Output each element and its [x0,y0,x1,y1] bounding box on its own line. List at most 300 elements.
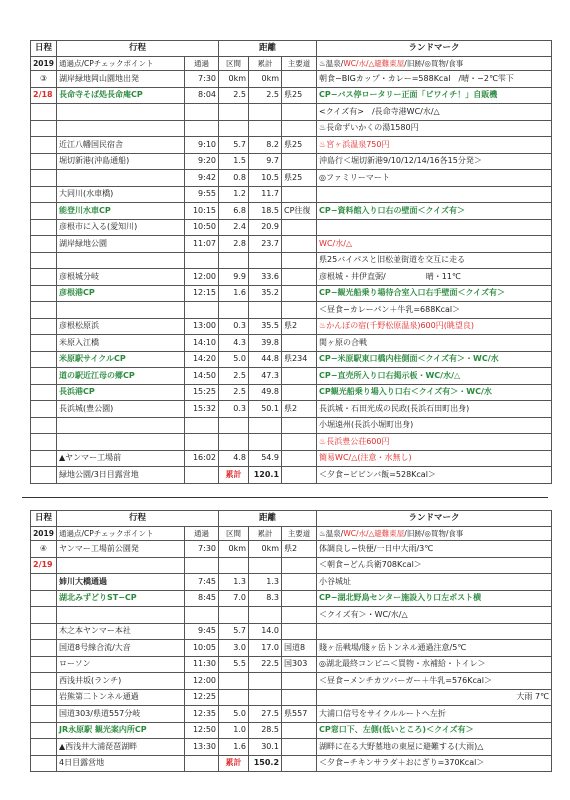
pass-time: 15:32 [185,401,219,418]
segment-km [219,302,249,319]
cumulative-km: 18.5 [249,203,282,220]
landmark-note [317,623,552,640]
place: 彦根市に入る(愛知川) [57,219,185,236]
pass-time: 16:02 [185,450,219,467]
year: 2019 [31,57,57,71]
main-road [282,335,317,352]
main-road [282,557,317,574]
day-cell [31,755,57,772]
itinerary-row [31,384,552,401]
main-road [282,590,317,607]
place: 国道303/県道557分岐 [57,706,185,723]
segment-km [219,120,249,137]
cumulative-km: 9.7 [249,153,282,170]
pass-time [185,252,219,269]
place: 緑地公園/3日目露営地 [57,467,185,484]
subheader-row [31,57,552,71]
day-cell [31,252,57,269]
place: 4日目露営地 [57,755,185,772]
segment-km: 累計 [219,467,249,484]
pass-time: 10:50 [185,219,219,236]
itinerary-row [31,153,552,170]
pass-time: 11:30 [185,656,219,673]
cumulative-km: 44.8 [249,351,282,368]
landmark-note: CP−直売所入り口右掲示板・WC/水/△ [317,368,552,385]
day-cell [31,450,57,467]
segment-km [219,673,249,690]
main-road: 県25 [282,87,317,104]
main-road: 県2 [282,318,317,335]
segment-km: 0km [219,541,249,558]
col-ruikei: 累計 [249,57,282,71]
pass-time: 9:10 [185,137,219,154]
pass-time: 14:20 [185,351,219,368]
segment-km: 0km [219,71,249,88]
day-date: 2/18 [31,87,57,104]
place: 彦根城分岐 [57,269,185,286]
place: ヤンマー工場前公園発 [57,541,185,558]
place: 道の駅近江母の郷CP [57,368,185,385]
cumulative-km [249,104,282,121]
place: 湖北みずどりST−CP [57,590,185,607]
cumulative-km: 39.8 [249,335,282,352]
pass-time [185,302,219,319]
main-road [282,450,317,467]
subheader-row [31,527,552,541]
segment-km: 2.5 [219,384,249,401]
main-road [282,104,317,121]
landmark-note: CP−湖北野鳥センター施設入り口左ポスト横 [317,590,552,607]
landmark-note: ♨かんぽの宿(千野松原温泉)600円(眺望良) [317,318,552,335]
landmark-note: ◎湖北最終コンビニ＜買物・水補給・トイレ＞ [317,656,552,673]
place: 岩熊第二トンネル通過 [57,689,185,706]
place: 彦根松原浜 [57,318,185,335]
day-cell: ④ [31,541,57,558]
day-cell [31,302,57,319]
section-divider [22,497,548,498]
itinerary-row [31,120,552,137]
main-road: 国303 [282,656,317,673]
segment-km: 7.0 [219,590,249,607]
landmark-note: CP窓口下、左側(低いところ)＜クイズ有＞ [317,722,552,739]
cumulative-km [249,434,282,451]
place: 堀切新港(沖島通船) [57,153,185,170]
main-road: 県557 [282,706,317,723]
day3-table [30,40,552,484]
day-cell [31,351,57,368]
col-kyori: 距離 [219,41,317,57]
itinerary-row [31,219,552,236]
pass-time: 7:45 [185,574,219,591]
itinerary-row [31,557,552,574]
segment-km: 3.0 [219,640,249,657]
landmark-note: 県25バイパスと旧松並街道を交互に走る [317,252,552,269]
day-cell [31,335,57,352]
main-road [282,607,317,624]
landmark-note: CP観光船乗り場入り口右＜クイズ有＞・WC/水 [317,384,552,401]
col-pass: 通過 [185,527,219,541]
place: JR永原駅 観光案内所CP [57,722,185,739]
day-cell [31,318,57,335]
segment-km: 1.6 [219,285,249,302]
col-ruikei: 累計 [249,527,282,541]
itinerary-row [31,673,552,690]
pass-time: 12:15 [185,285,219,302]
segment-km [219,557,249,574]
segment-km: 5.7 [219,623,249,640]
day4-table [30,510,552,772]
landmark-note: ♨宮ヶ浜温泉750円 [317,137,552,154]
col-road: 主要道 [282,527,317,541]
landmark-note: ＜クイズ有＞・WC/水/△ [317,607,552,624]
cumulative-km [249,557,282,574]
cumulative-km: 28.5 [249,722,282,739]
landmark-note: 小谷城址 [317,574,552,591]
cumulative-km [249,302,282,319]
segment-km: 5.0 [219,351,249,368]
place: 国道8号線合流/大音 [57,640,185,657]
itinerary-row [31,607,552,624]
main-road: 国道8 [282,640,317,657]
cumulative-km: 10.5 [249,170,282,187]
col-kukan: 区間 [219,527,249,541]
itinerary-row [31,417,552,434]
pass-time [185,557,219,574]
place: ローソン [57,656,185,673]
segment-km [219,104,249,121]
day-cell [31,722,57,739]
itinerary-row [31,87,552,104]
segment-km: 1.3 [219,574,249,591]
col-kukan: 区間 [219,57,249,71]
day-cell [31,236,57,253]
pass-time [185,120,219,137]
cumulative-km: 8.2 [249,137,282,154]
place [57,302,185,319]
place: 長命寺そば処長命庵CP [57,87,185,104]
landmark-note: CP−バス停ロータリー正面「ビワイチ！」自販機 [317,87,552,104]
pass-time: 8:04 [185,87,219,104]
itinerary-row [31,236,552,253]
segment-km: 累計 [219,755,249,772]
main-road [282,186,317,203]
landmark-note: ＜夕食−ビビンバ飯=528Kcal＞ [317,467,552,484]
pass-time: 14:50 [185,368,219,385]
cumulative-km [249,120,282,137]
segment-km: 1.5 [219,153,249,170]
itinerary-row [31,302,552,319]
legend [317,527,552,541]
landmark-note: ＜昼食−カレーパン＋牛乳=688Kcal＞ [317,302,552,319]
day-cell [31,434,57,451]
cumulative-km: 35.5 [249,318,282,335]
place: 長浜城(豊公園) [57,401,185,418]
landmark-note: 小堀遠州(長浜小堀町出身) [317,417,552,434]
segment-km: 2.5 [219,87,249,104]
place [57,104,185,121]
itinerary-row [31,689,552,706]
segment-km: 5.0 [219,706,249,723]
col-road: 主要道 [282,57,317,71]
day-cell [31,739,57,756]
segment-km: 0.8 [219,170,249,187]
day-cell: ③ [31,71,57,88]
pass-time: 12:35 [185,706,219,723]
segment-km: 2.4 [219,219,249,236]
landmark-note: <クイズ有> /長命寺港WC/水/△ [317,104,552,121]
place: 姉川大橋通過 [57,574,185,591]
pass-time [185,104,219,121]
cumulative-km: 150.2 [249,755,282,772]
main-road [282,623,317,640]
main-road [282,285,317,302]
segment-km [219,252,249,269]
place: 長浜港CP [57,384,185,401]
segment-km: 4.8 [219,450,249,467]
day-cell [31,467,57,484]
main-road [282,120,317,137]
itinerary-row [31,467,552,484]
pass-time: 10:15 [185,203,219,220]
itinerary-row [31,401,552,418]
cumulative-km: 47.3 [249,368,282,385]
day-cell [31,417,57,434]
pass-time: 9:20 [185,153,219,170]
day-cell [31,104,57,121]
place [57,252,185,269]
pass-time: 11:07 [185,236,219,253]
day-cell [31,170,57,187]
cumulative-km: 23.7 [249,236,282,253]
cumulative-km: 0km [249,541,282,558]
place: 能登川水車CP [57,203,185,220]
place: 西浅井坂(ランチ) [57,673,185,690]
itinerary-row [31,541,552,558]
day-cell [31,269,57,286]
landmark-note: ＜夕食−チキンサラダ＋おにぎり=370Kcal＞ [317,755,552,772]
cumulative-km: 2.5 [249,87,282,104]
main-road [282,689,317,706]
itinerary-row [31,722,552,739]
cumulative-km: 49.8 [249,384,282,401]
day-cell [31,384,57,401]
main-road: 県234 [282,351,317,368]
pass-time: 12:00 [185,269,219,286]
segment-km: 1.2 [219,186,249,203]
place: 米原駅サイクルCP [57,351,185,368]
legend-wc: WC/水/△避難東屋 [343,528,405,538]
cumulative-km [249,673,282,690]
place [57,557,185,574]
itinerary-row [31,104,552,121]
place: 湖岸緑地公園 [57,236,185,253]
day-cell [31,186,57,203]
day-cell [31,673,57,690]
cumulative-km: 11.7 [249,186,282,203]
landmark-note: ＜朝食−どん兵衛708Kcal＞ [317,557,552,574]
main-road [282,722,317,739]
segment-km: 5.5 [219,656,249,673]
day-cell [31,689,57,706]
col-via: 通過点/CPチェックポイント [57,57,185,71]
landmark-note: 長浜城・石田光成の民政(長浜石田町出身) [317,401,552,418]
day-date: 2/19 [31,557,57,574]
place: 大同川(水車橋) [57,186,185,203]
day-cell [31,656,57,673]
cumulative-km: 1.3 [249,574,282,591]
day-cell [31,120,57,137]
landmark-note: WC/水/△ [317,236,552,253]
main-road [282,467,317,484]
cumulative-km [249,417,282,434]
pass-time: 13:30 [185,739,219,756]
main-road: 県2 [282,541,317,558]
landmark-note: CP−米原駅東口橋内柱側面＜クイズ有＞・WC/水 [317,351,552,368]
itinerary-row [31,186,552,203]
itinerary-row [31,434,552,451]
main-road: 県25 [282,137,317,154]
main-road [282,739,317,756]
pass-time: 10:05 [185,640,219,657]
pass-time [185,607,219,624]
cumulative-km: 17.0 [249,640,282,657]
place [57,120,185,137]
main-road [282,384,317,401]
pass-time: 12:50 [185,722,219,739]
legend-wc: WC/水/△避難東屋 [343,58,405,68]
pass-time [185,755,219,772]
place: 木之本ヤンマー本社 [57,623,185,640]
landmark-note: ＜昼食−メンチカツバーガー＋牛乳=576Kcal＞ [317,673,552,690]
segment-km [219,434,249,451]
itinerary-row [31,755,552,772]
main-road [282,71,317,88]
itinerary-row [31,269,552,286]
cumulative-km [249,689,282,706]
legend-spa: ♨温泉/ [319,528,344,538]
col-landmark: ランドマーク [317,41,552,57]
itinerary-row [31,739,552,756]
itinerary-row [31,656,552,673]
pass-time: 9:45 [185,623,219,640]
pass-time: 9:42 [185,170,219,187]
cumulative-km: 20.9 [249,219,282,236]
pass-time: 15:25 [185,384,219,401]
itinerary-row [31,137,552,154]
landmark-note: 簡易WC/△(注意・水無し) [317,450,552,467]
main-road [282,269,317,286]
col-koutei: 行程 [57,511,219,527]
place: 彦根港CP [57,285,185,302]
landmark-note: 大雨 7℃ [317,689,552,706]
itinerary-row [31,170,552,187]
main-road [282,219,317,236]
segment-km: 2.8 [219,236,249,253]
landmark-note: 賤ヶ岳戦場/賤ヶ岳トンネル通過注意/5℃ [317,640,552,657]
cumulative-km: 35.2 [249,285,282,302]
itinerary-row [31,252,552,269]
main-road [282,236,317,253]
segment-km [219,689,249,706]
col-landmark: ランドマーク [317,511,552,527]
segment-km [219,607,249,624]
main-road [282,417,317,434]
place: ▲西浅井大浦琵琶湖畔 [57,739,185,756]
cumulative-km: 8.3 [249,590,282,607]
col-pass: 通過 [185,57,219,71]
segment-km: 2.5 [219,368,249,385]
segment-km: 9.9 [219,269,249,286]
cumulative-km: 120.1 [249,467,282,484]
place [57,417,185,434]
itinerary-row [31,590,552,607]
pass-time: 7:30 [185,71,219,88]
legend-spa: ♨温泉/ [319,58,344,68]
place: 湖岸緑地岡山園地出発 [57,71,185,88]
landmark-note: CP−資料館入り口右の壁面＜クイズ有＞ [317,203,552,220]
segment-km: 1.6 [219,739,249,756]
landmark-note: 関ヶ原の合戦 [317,335,552,352]
landmark-note: 沖島行＜堀切新港9/10/12/14/16各15分発＞ [317,153,552,170]
day-cell [31,285,57,302]
main-road [282,434,317,451]
landmark-note: CP−観光船乗り場待合室入口右手壁面＜クイズ有＞ [317,285,552,302]
landmark-note: ◎ファミリーマート [317,170,552,187]
cumulative-km: 33.6 [249,269,282,286]
legend-rest: /旧跡/◎買物/食事 [404,528,464,538]
cumulative-km [249,252,282,269]
legend-rest: /旧跡/◎買物/食事 [404,58,464,68]
day-cell [31,574,57,591]
main-road [282,755,317,772]
main-road [282,153,317,170]
col-koutei: 行程 [57,41,219,57]
col-nittei: 日程 [31,41,57,57]
itinerary-row [31,623,552,640]
place [57,170,185,187]
place [57,434,185,451]
itinerary-row [31,203,552,220]
day-cell [31,153,57,170]
segment-km: 0.3 [219,318,249,335]
day-cell [31,607,57,624]
main-road: 県25 [282,170,317,187]
segment-km: 6.8 [219,203,249,220]
pass-time: 14:10 [185,335,219,352]
pass-time [185,467,219,484]
cumulative-km: 50.1 [249,401,282,418]
cumulative-km: 22.5 [249,656,282,673]
place: 米原入江橋 [57,335,185,352]
day-cell [31,623,57,640]
day-cell [31,203,57,220]
pass-time: 8:45 [185,590,219,607]
itinerary-row [31,351,552,368]
cumulative-km: 0km [249,71,282,88]
cumulative-km: 54.9 [249,450,282,467]
place: 近江八幡国民宿舎 [57,137,185,154]
day-cell [31,137,57,154]
segment-km: 5.7 [219,137,249,154]
landmark-note: ♨長浜豊公荘600円 [317,434,552,451]
itinerary-row [31,318,552,335]
landmark-note [317,186,552,203]
landmark-note: 彦根城・井伊直弼/ 晴・11℃ [317,269,552,286]
itinerary-row [31,71,552,88]
segment-km: 0.3 [219,401,249,418]
day-cell [31,368,57,385]
header-row [31,511,552,527]
